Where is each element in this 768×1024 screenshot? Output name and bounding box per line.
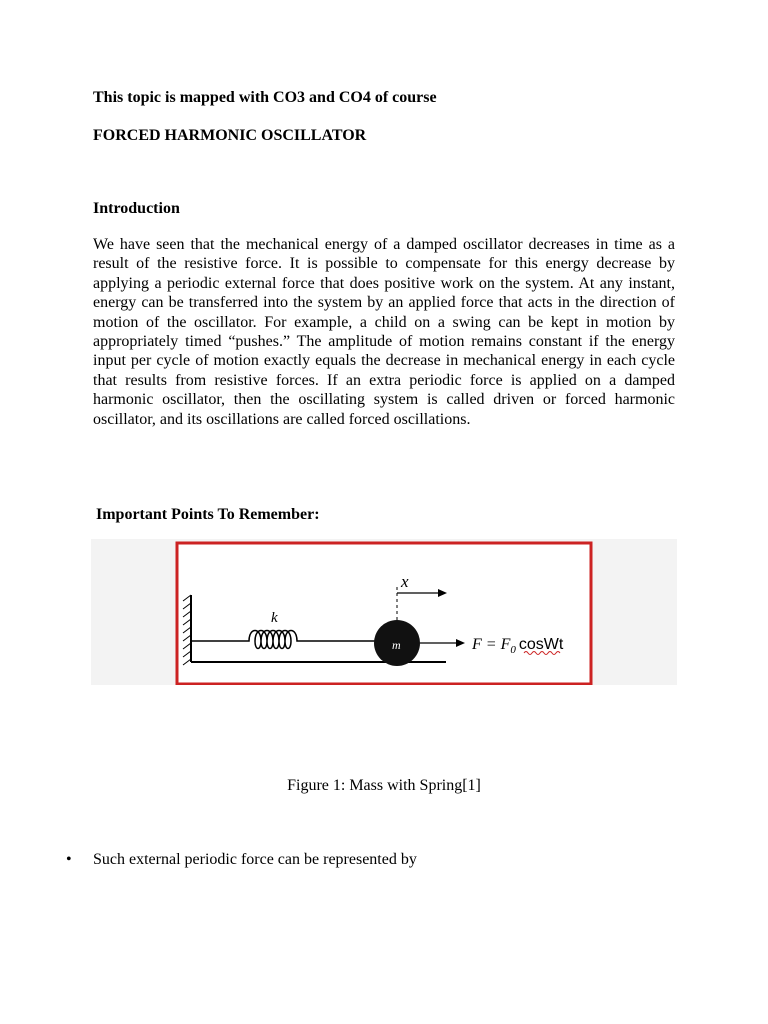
important-points-heading: Important Points To Remember:	[96, 506, 320, 523]
displacement-label: x	[401, 572, 409, 591]
introduction-heading: Introduction	[93, 200, 180, 217]
bullet-text: Such external periodic force can be represented by	[93, 851, 417, 868]
figure-mass-spring	[91, 539, 677, 685]
bullet-dot: •	[66, 851, 72, 868]
introduction-paragraph: We have seen that the mechanical energy of a damped oscillator decreases in time as a result of the resistive force. It is possible to compensate for this energy decrease by applying a periodic external force that does positive work on the system. At any instant, energy can be transferred into the system by an applied force that acts in the direction of motion of the oscillator. For example, a child on a swing can be kept in motion by appropriately timed “pushes.” The amplitude of motion remains constant if the energy input per cycle of motion exactly equals the decrease in mechanical energy in each cycle that results from resistive forces. If an extra periodic force is applied on a damped harmonic oscillator, then the oscillating system is called driven or forced harmonic oscillator, and its oscillations are called forced oscillations.	[93, 236, 675, 428]
spring-constant-label: k	[271, 610, 278, 626]
page-title: FORCED HARMONIC OSCILLATOR	[93, 127, 367, 144]
course-mapping-note: This topic is mapped with CO3 and CO4 of course	[93, 89, 437, 106]
list-item	[66, 850, 417, 869]
mass-label: m	[392, 638, 401, 652]
force-equation: $F = F_0$ cosWt	[472, 636, 564, 656]
figure-caption: Figure 1: Mass with Spring[1]	[287, 777, 481, 794]
mass-spring-diagram	[91, 539, 677, 685]
